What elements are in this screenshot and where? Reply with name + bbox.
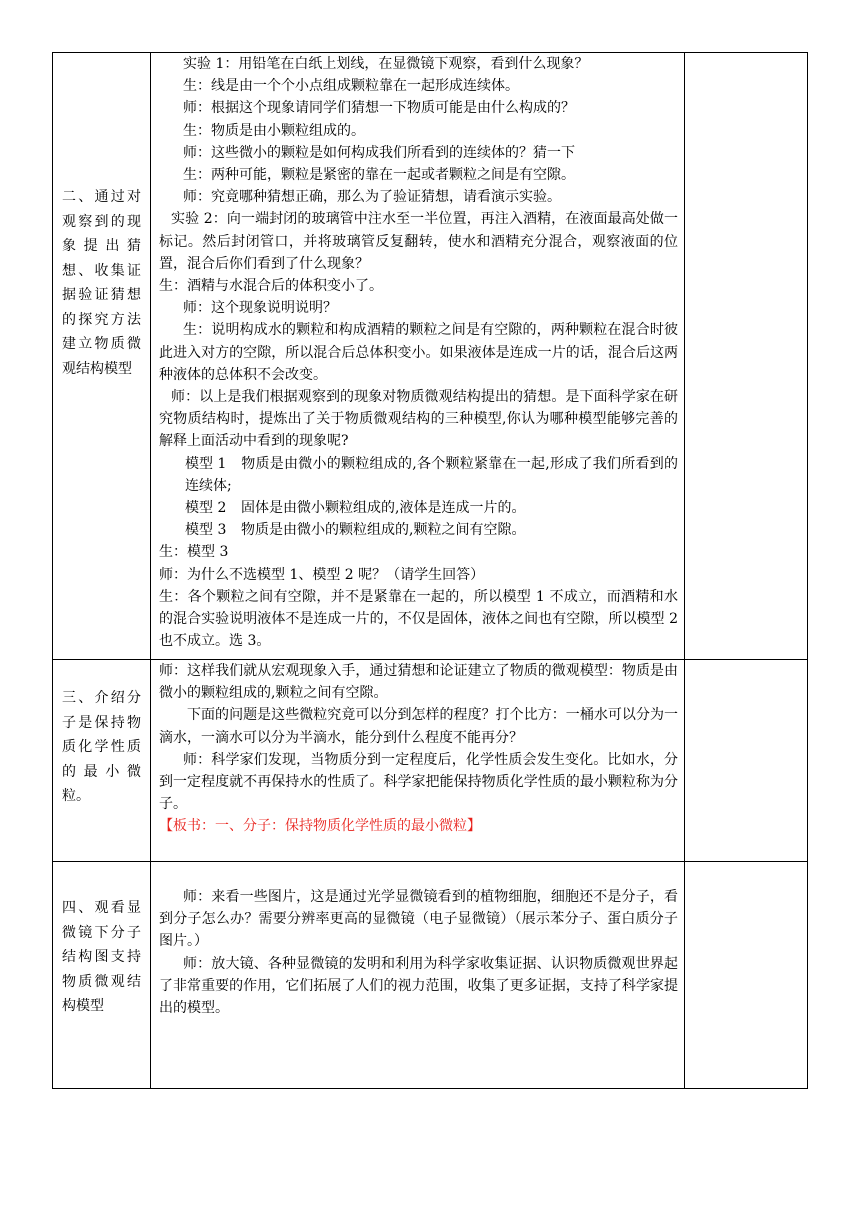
notes-cell (685, 660, 808, 862)
paragraph: 师：这样我们就从宏观现象入手，通过猜想和论证建立了物质的微观模型：物质是由微小的颗粒组成的,颗粒之间有空隙。 (159, 663, 678, 702)
paragraph: 师：根据这个现象请同学们猜想一下物质可能是由什么构成的？ (183, 100, 575, 117)
table-row (53, 862, 808, 1089)
model-text: 物质是由微小的颗粒组成的,颗粒之间有空隙。 (241, 522, 526, 539)
paragraph: 师：来看一些图片，这是通过光学显微镜看到的植物细胞，细胞还不是分子，看到分子怎么办？需要分辨率更高的显微镜（电子显微镜）（展示苯分子、蛋白质分子图片。） (159, 889, 678, 950)
paragraph: 生：模型 3 (159, 544, 229, 561)
stage-label: 四、观看显微镜下分子结构图支持物质微观结构模型 (62, 900, 141, 1014)
table-row (53, 660, 808, 862)
paragraph: 实验 1：用铅笔在白纸上划线，在显微镜下观察，看到什么现象？ (183, 56, 589, 72)
paragraph: 师：放大镜、各种显微镜的发明和利用为科学家收集证据、认识物质微观世界起了非常重要的作用，它们拓展了人们的视力范围，收集了更多证据，支持了科学家提出的模型。 (159, 955, 678, 1017)
model-text: 固体是由微小颗粒组成的,液体是连成一片的。 (241, 500, 526, 517)
notes-cell (685, 53, 808, 660)
content-block (151, 53, 684, 652)
model-label: 模型 1 (185, 455, 227, 472)
paragraph: 下面的问题是这些微粒究竟可以分到怎样的程度？打个比方：一桶水可以分为一滴水，一滴水可以分为半滴水，能分到什么程度不能再分？ (159, 707, 678, 746)
paragraph: 生：各个颗粒之间有空隙，并不是紧靠在一起的，所以模型 1 不成立，而酒精和水的混合实验说明液体不是连成一片的，不仅是固体，液体之间也有空隙，所以模型 2 也不成立。选 3。 (159, 588, 678, 650)
model-label: 模型 3 (185, 522, 227, 539)
paragraph: 实验 2：向一端封闭的玻璃管中注水至一半位置，再注入酒精，在液面最高处做一标记。然后封闭管口，并将玻璃管反复翻转，使水和酒精充分混合，观察液面的位置，混合后你们看到了什么现象？ (159, 211, 678, 272)
paragraph: 师：这个现象说明说明？ (183, 300, 337, 317)
lesson-plan-table (52, 52, 808, 1089)
stage-cell (53, 53, 151, 660)
model-text: 物质是由微小的颗粒组成的,各个颗粒紧靠在一起,形成了我们所看到的连续体; (185, 455, 678, 494)
stage-cell (53, 660, 151, 862)
paragraph: 生：酒精与水混合后的体积变小了。 (159, 278, 383, 295)
content-cell (151, 862, 685, 1089)
paragraph: 师：究竟哪种猜想正确，那么为了验证猜想，请看演示实验。 (183, 189, 561, 206)
stage-label: 二、通过对观察到的现象提出猜想、收集证据验证猜想的探究方法建立物质微观结构模型 (62, 189, 141, 377)
model-item (159, 497, 678, 519)
paragraph: 师：为什么不选模型 1、模型 2 呢？（请学生回答） (159, 566, 485, 583)
stage-cell (53, 862, 151, 1089)
paragraph: 生：物质是由小颗粒组成的。 (183, 122, 365, 139)
paragraph: 生：两种可能，颗粒是紧密的靠在一起或者颗粒之间是有空隙。 (183, 167, 575, 184)
paragraph: 生：线是由一个个小点组成颗粒靠在一起形成连续体。 (183, 78, 519, 95)
content-cell (151, 660, 685, 862)
notes-cell (685, 862, 808, 1089)
paragraph: 师：以上是我们根据观察到的现象对物质微观结构提出的猜想。是下面科学家在研究物质结构时，提炼出了关于物质微观结构的三种模型,你认为哪种模型能够完善的解释上面活动中看到的现象呢? (159, 389, 678, 450)
paragraph: 生：说明构成水的颗粒和构成酒精的颗粒之间是有空隙的，两种颗粒在混合时彼此进入对方的空隙，所以混合后总体积变小。如果液体是连成一片的话，混合后这两种液体的总体积不会改变。 (159, 322, 678, 383)
model-label: 模型 2 (185, 500, 227, 517)
paragraph: 师：这些微小的颗粒是如何构成我们所看到的连续体的？猜一下 (183, 144, 575, 161)
stage-label: 三、介绍分子是保持物质化学性质的最小微粒。 (62, 690, 141, 804)
table-row (53, 53, 808, 660)
model-item (159, 453, 678, 497)
content-block (151, 660, 684, 838)
board-note: 【板书：一、分子：保持物质化学性质的最小微粒】 (159, 818, 481, 835)
content-cell (151, 53, 685, 660)
paragraph: 师：科学家们发现，当物质分到一定程度后，化学性质会发生变化。比如水，分到一定程度就不再保持水的性质了。科学家把能保持物质化学性质的最小颗粒称为分子。 (159, 751, 678, 813)
content-block (151, 862, 684, 1019)
model-item (159, 519, 678, 541)
